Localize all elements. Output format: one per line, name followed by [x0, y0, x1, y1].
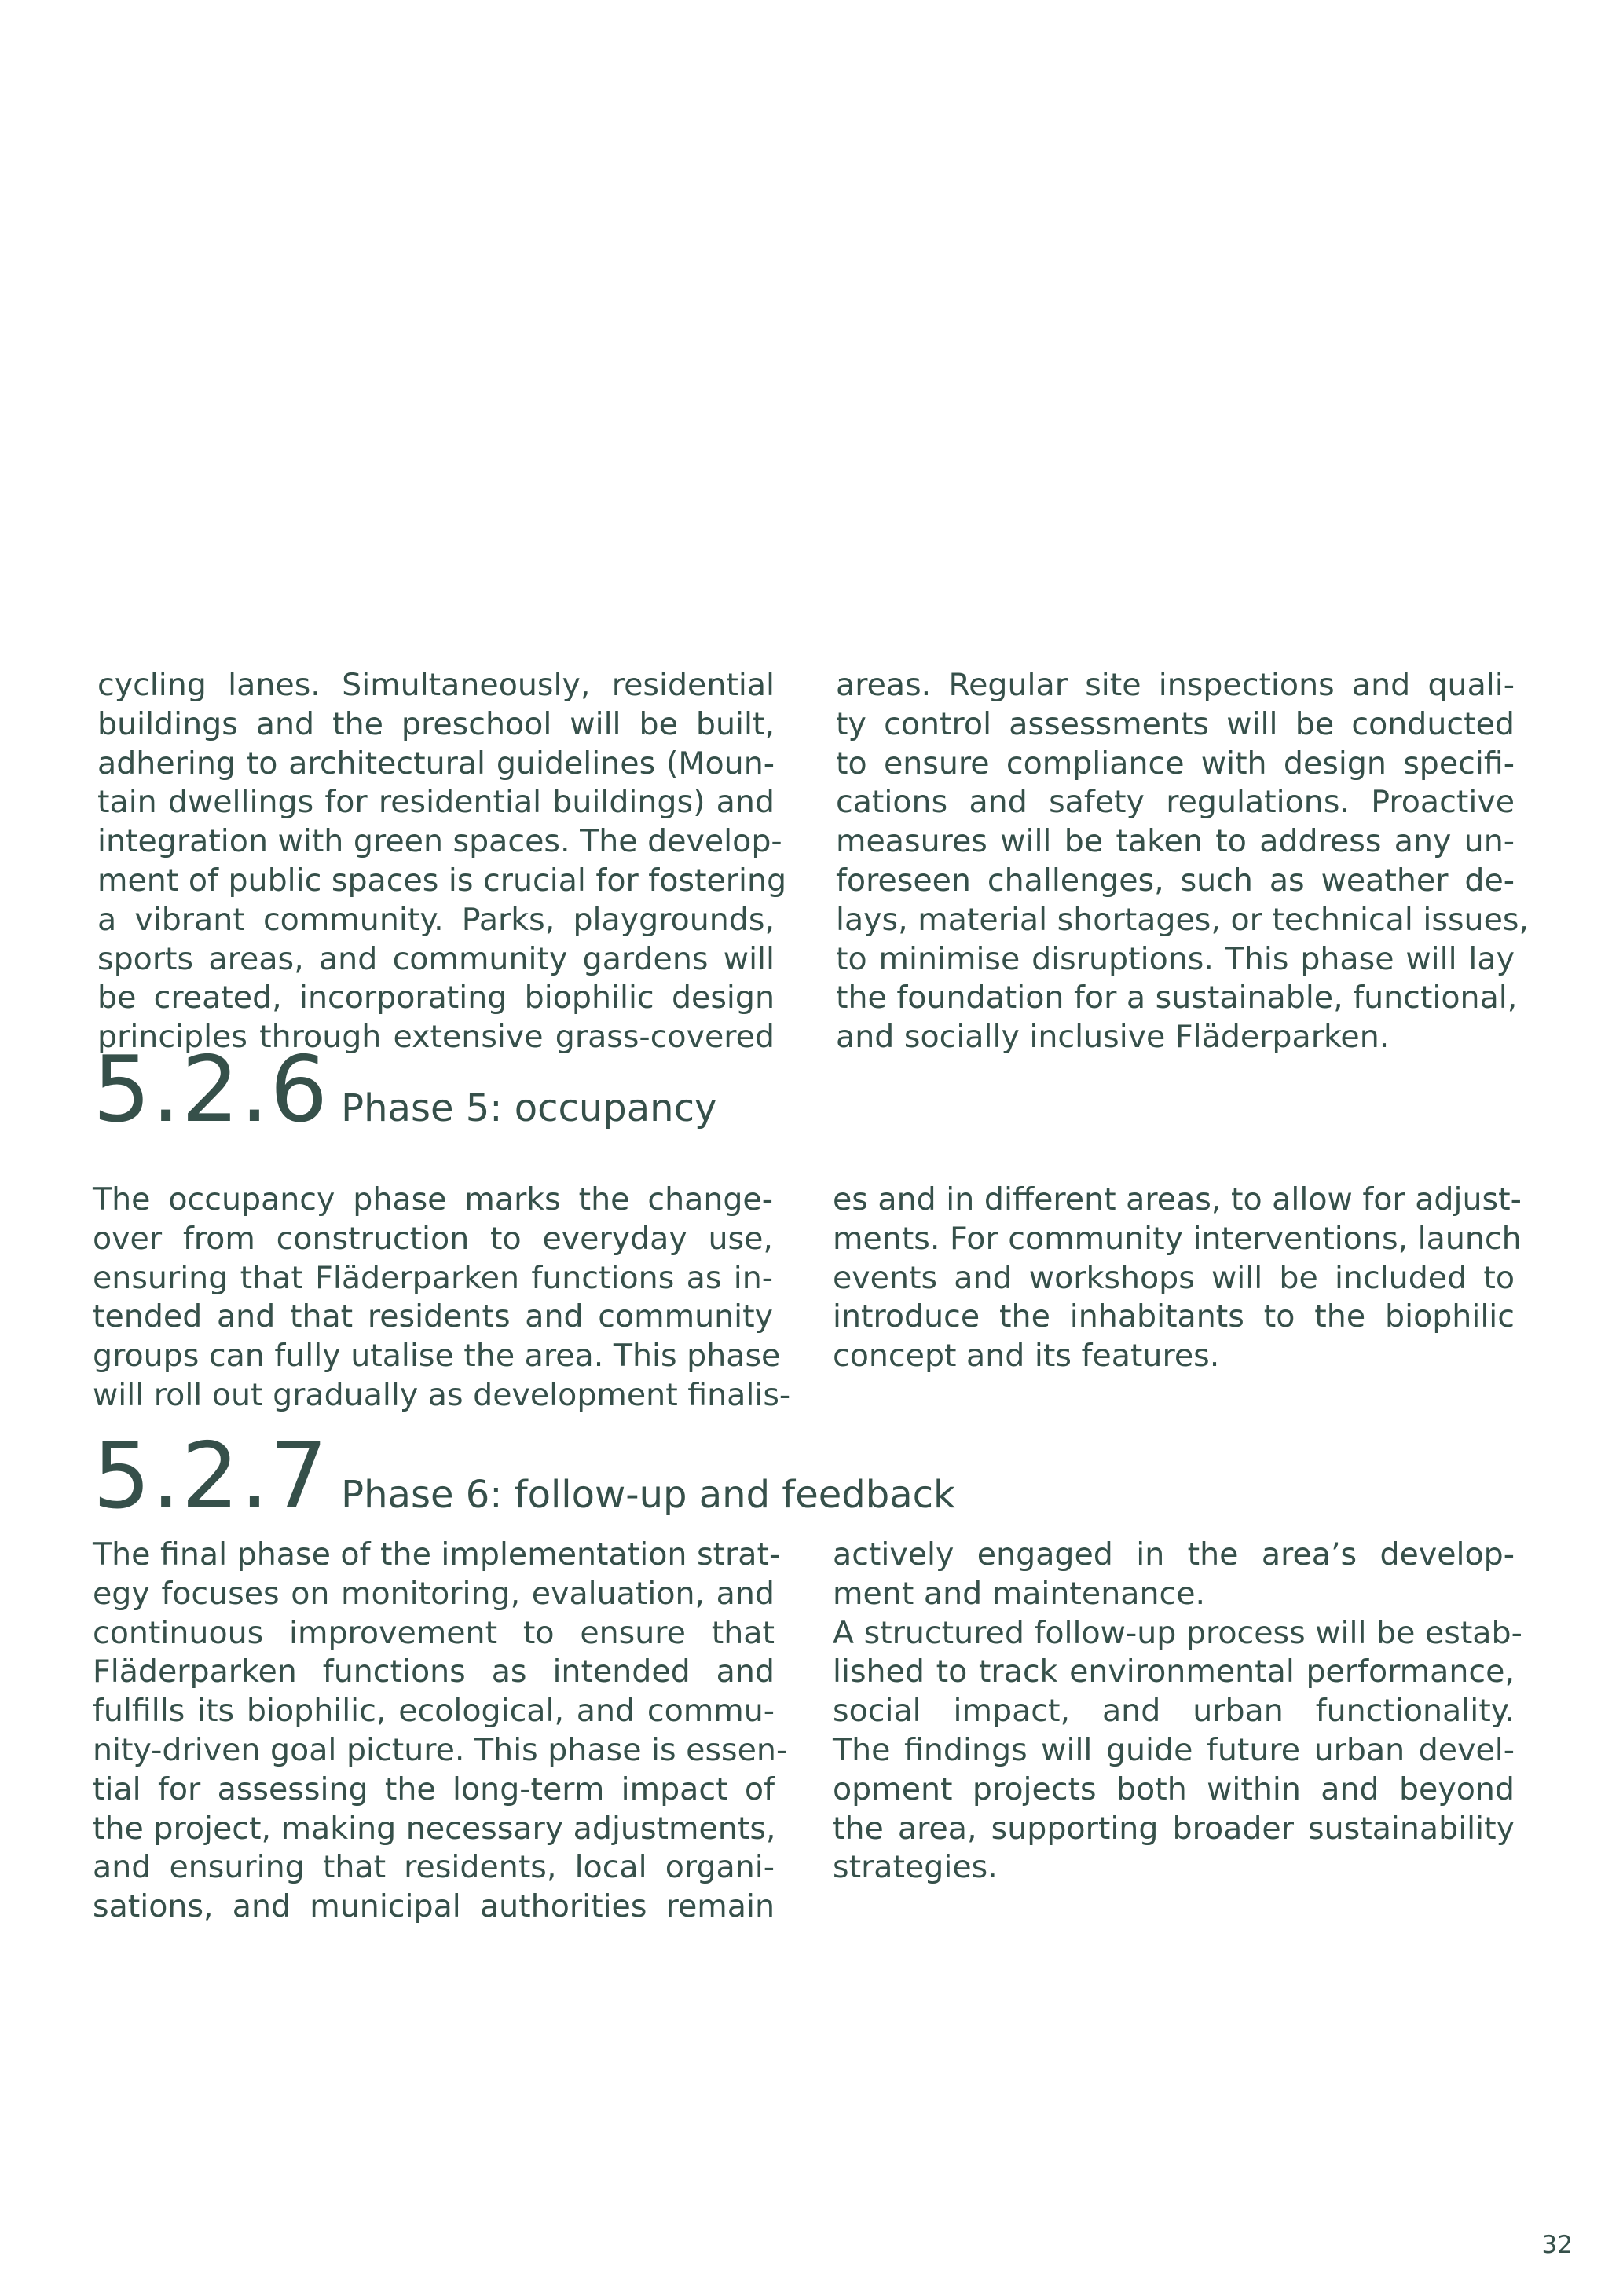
text-line: strategies. [833, 1849, 998, 1886]
section-title: Phase 6: follow-up and feedback [341, 1473, 955, 1517]
text-line: cycling lanes. Simultaneously, residential [97, 667, 775, 703]
text-line: measures will be taken to address any un- [836, 823, 1515, 860]
text-line: lished to track environmental performance, [833, 1653, 1515, 1690]
text-line: over from construction to everyday use, [93, 1220, 773, 1257]
section-number: 5.2.7 [93, 1423, 329, 1529]
text-line: will roll out gradually as development finalis- [93, 1376, 791, 1413]
text-line: be created, incorporating biophilic design [97, 980, 775, 1016]
section-526-left-column [93, 1181, 791, 1415]
text-line: opment projects both within and beyond [833, 1771, 1515, 1807]
text-line: The final phase of the implementation strat- [93, 1536, 781, 1573]
text-line: nity-driven goal picture. This phase is essen- [93, 1731, 788, 1768]
section-heading-527 [93, 1423, 955, 1529]
text-line: social impact, and urban functionality. [833, 1693, 1515, 1730]
text-line: The findings will guide future urban devel- [833, 1731, 1515, 1768]
text-line: the foundation for a sustainable, functional, [836, 980, 1518, 1016]
text-line: introduce the inhabitants to the biophilic [833, 1298, 1515, 1335]
section-title: Phase 5: occupancy [341, 1086, 717, 1130]
page-number: 32 [1541, 2231, 1573, 2259]
section-527-right-column [833, 1536, 1522, 1888]
text-line: to minimise disruptions. This phase will lay [836, 940, 1515, 977]
section-number: 5.2.6 [93, 1037, 329, 1143]
text-line: principles through extensive grass-covered [97, 1019, 775, 1056]
text-line: to ensure compliance with design specifi- [836, 745, 1515, 782]
section-heading-526 [93, 1037, 717, 1143]
text-line: groups can fully utalise the area. This phase [93, 1338, 781, 1375]
text-line: adhering to architectural guidelines (Moun- [97, 745, 775, 782]
text-line: the project, making necessary adjustments, [93, 1810, 776, 1847]
text-line: events and workshops will be included to [833, 1259, 1515, 1296]
text-line: sports areas, and community gardens will [97, 940, 775, 977]
text-line: integration with green spaces. The develop- [97, 823, 782, 860]
section-526-right-column [833, 1181, 1522, 1376]
text-line: continuous improvement to ensure that [93, 1614, 775, 1651]
text-line: es and in different areas, to allow for adjust- [833, 1181, 1522, 1218]
section-527-left-column [93, 1536, 788, 1927]
text-line: the area, supporting broader sustainability [833, 1810, 1515, 1847]
text-line: and ensuring that residents, local organi- [93, 1849, 775, 1886]
text-line: Fläderparken functions as intended and [93, 1653, 775, 1690]
text-line: tial for assessing the long-term impact of [93, 1771, 775, 1807]
text-line: A structured follow-up process will be estab- [833, 1614, 1522, 1651]
text-line: ment of public spaces is crucial for fostering [97, 862, 787, 899]
text-line: tain dwellings for residential buildings) and [97, 784, 775, 821]
text-line: ty control assessments will be conducted [836, 705, 1515, 742]
text-line: buildings and the preschool will be built, [97, 705, 775, 742]
text-line: sations, and municipal authorities remain [93, 1888, 775, 1925]
text-line: and socially inclusive Fläderparken. [836, 1019, 1390, 1056]
text-line: ments. For community interventions, launch [833, 1220, 1522, 1257]
text-line: actively engaged in the area’s develop- [833, 1536, 1515, 1573]
text-line: lays, material shortages, or technical issues, [836, 901, 1530, 938]
intro-right-column [836, 666, 1530, 1057]
text-line: ment and maintenance. [833, 1575, 1206, 1612]
intro-left-column [97, 666, 787, 1057]
text-line: egy focuses on monitoring, evaluation, and [93, 1575, 775, 1612]
text-line: cations and safety regulations. Proactive [836, 784, 1515, 821]
text-line: fulfills its biophilic, ecological, and commu- [93, 1693, 775, 1730]
text-line: a vibrant community. Parks, playgrounds, [97, 901, 775, 938]
text-line: foreseen challenges, such as weather de- [836, 862, 1515, 899]
text-line: The occupancy phase marks the change- [93, 1181, 773, 1218]
text-line: areas. Regular site inspections and quali- [836, 667, 1515, 703]
text-line: tended and that residents and community [93, 1298, 773, 1335]
text-line: concept and its features. [833, 1338, 1220, 1375]
text-line: ensuring that Fläderparken functions as in- [93, 1259, 773, 1296]
